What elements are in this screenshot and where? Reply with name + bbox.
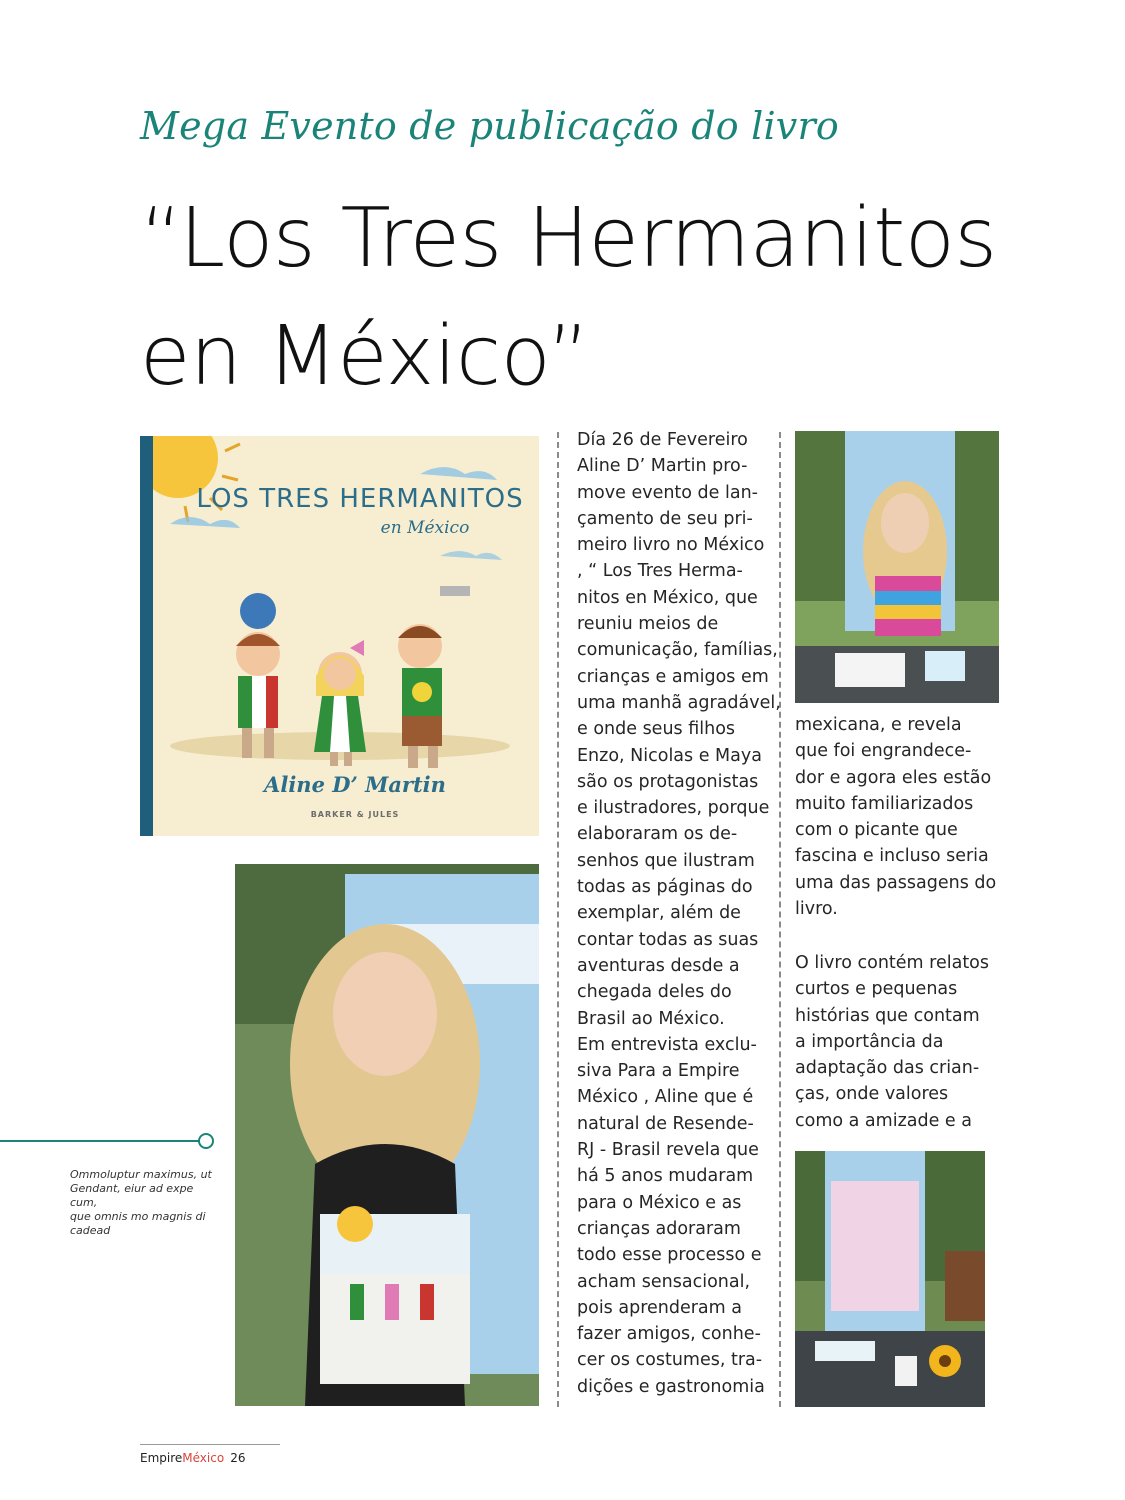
footer-brand: Empire [140,1451,183,1465]
body-line: contar todas as suas [577,929,759,950]
body-line: senhos que ilustram [577,850,755,871]
body-line: que foi engrandece- [795,741,972,762]
cover-spine [140,436,153,836]
caption-line: Ommoluptur maximus, ut [70,1168,212,1181]
body-line: , “ Los Tres Herma- [577,561,743,582]
body-line: cer os costumes, tra- [577,1350,763,1371]
body-line: como a amizade e a [795,1110,972,1131]
body-line: elaboraram os de- [577,824,738,845]
caption-dot-icon [198,1133,214,1149]
article-body-right-column-1 [795,712,995,922]
photo-caption [70,1168,220,1238]
cover-publisher: BARKER & JULES [310,810,400,819]
cloud [170,517,240,528]
body-line: RJ - Brasil revela que [577,1140,759,1161]
body-line: fazer amigos, conhe- [577,1324,761,1345]
body-line: uma manhã agradável, [577,692,781,713]
body-line: muito familiarizados [795,793,974,814]
page-footer [140,1451,245,1465]
article-title-line-1: “Los Tres Hermanitos [140,191,997,286]
body-line: exemplar, além de [577,903,741,924]
page-number: 26 [230,1451,246,1465]
body-line: move evento de lan- [577,482,758,503]
kid-middle [314,640,366,766]
book-cover-image [140,436,539,836]
photo-author-signing-books [795,431,999,703]
article-body-right-column-2 [795,950,995,1134]
body-line: a importância da [795,1031,944,1052]
footer-brand-accent: México [182,1451,225,1465]
body-line: adaptação das crian- [795,1058,980,1079]
cover-title: LOS TRES HERMANITOS [196,484,524,514]
body-line: natural de Resende- [577,1113,754,1134]
body-line: acham sensacional, [577,1271,751,1292]
body-line: todo esse processo e [577,1245,762,1266]
body-line: para o México e as [577,1192,742,1213]
article-title-line-2: en México” [140,309,590,404]
photo-book-display-table [795,1151,985,1407]
caption-line: Gendant, eiur ad expe cum, [70,1182,194,1209]
body-line: çamento de seu pri- [577,508,753,529]
body-line: livro. [795,899,838,920]
caption-line: que omnis mo magnis di [70,1210,206,1223]
column-divider [779,432,781,1407]
cloud [420,467,497,480]
body-line: nitos en México, que [577,587,758,608]
cover-subtitle: en México [380,518,470,538]
body-line: O livro contém relatos [795,953,990,973]
body-line: todas as páginas do [577,877,753,898]
body-line: e onde seus filhos [577,719,736,740]
body-line: México , Aline que é [577,1087,754,1108]
body-line: Brasil ao México. [577,1008,725,1029]
body-line: Día 26 de Fevereiro [577,430,748,450]
article-kicker: Mega Evento de publicação do livro [140,104,839,148]
body-line: crianças e amigos em [577,666,769,687]
body-line: reuniu meios de [577,614,719,635]
body-line: com o picante que [795,820,958,841]
footer-rule [140,1444,280,1445]
body-line: são os protagonistas [577,771,759,792]
body-line: há 5 anos mudaram [577,1166,754,1187]
body-line: Aline D’ Martin pro- [577,456,748,477]
body-line: Em entrevista exclu- [577,1034,757,1055]
body-line: aventuras desde a [577,955,740,976]
body-line: Enzo, Nicolas e Maya [577,745,762,766]
cover-author: Aline D’ Martin [264,772,446,797]
body-line: uma das passagens do [795,872,997,893]
body-line: crianças adoraram [577,1218,741,1239]
column-divider [557,432,559,1407]
cloud [440,551,502,560]
body-line: histórias que contam [795,1005,980,1026]
photo-author-holding-book [235,864,539,1406]
body-line: pois aprenderam a [577,1297,742,1318]
body-line: mexicana, e revela [795,715,962,735]
body-line: siva Para a Empire [577,1061,740,1082]
caption-line: cadead [70,1224,111,1237]
article-body-middle-column [577,427,781,1400]
body-line: meiro livro no México [577,535,765,556]
body-line: dor e agora eles estão [795,767,992,788]
body-line: comunicação, famílias, [577,640,778,661]
kid-left [236,593,280,758]
body-line: fascina e incluso seria [795,846,989,867]
caption-rule [0,1140,200,1142]
body-line: chegada deles do [577,982,732,1003]
article-title [140,180,1100,416]
body-line: dições e gastronomia [577,1376,765,1397]
body-line: curtos e pequenas [795,979,958,1000]
body-line: ças, onde valores [795,1084,949,1105]
body-line: e ilustradores, porque [577,798,770,819]
